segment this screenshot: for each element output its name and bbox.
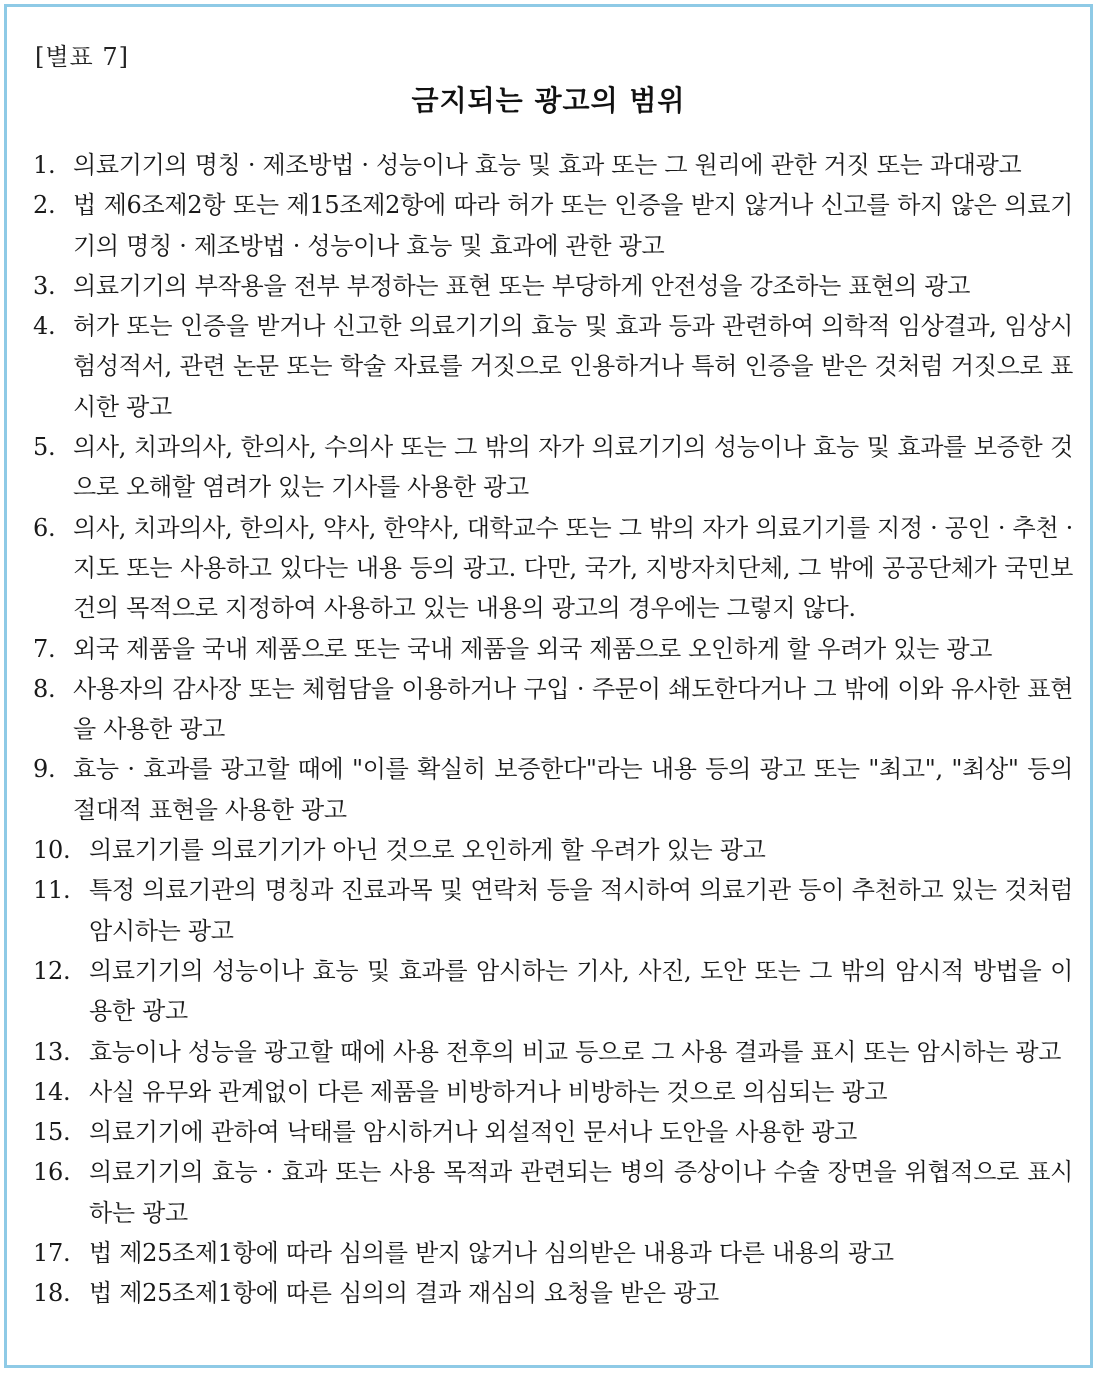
item-text: 법 제6조제2항 또는 제15조제2항에 따라 허가 또는 인증을 받지 않거나 신고를 하지 않은 의료기기의 명칭 · 제조방법 · 성능이나 효능 및 효과에 관한 광고 [73, 191, 1073, 260]
item-number: 4. [33, 312, 56, 341]
item-text: 효능 · 효과를 광고할 때에 "이를 확실히 보증한다"라는 내용 등의 광고 또는 "최고", "최상" 등의 절대적 표현을 사용한 광고 [73, 755, 1073, 824]
item-text: 의료기기를 의료기기가 아닌 것으로 오인하게 할 우려가 있는 광고 [89, 836, 766, 865]
item-number: 18. [33, 1279, 71, 1308]
list-item [33, 427, 1073, 508]
item-number: 16. [33, 1158, 71, 1187]
list-item [33, 306, 1073, 427]
list-item [33, 749, 1073, 830]
item-text: 허가 또는 인증을 받거나 신고한 의료기기의 효능 및 효과 등과 관련하여 의학적 임상결과, 임상시험성적서, 관련 논문 또는 학술 자료를 거짓으로 인용하거나 특허 인증을 받은 것처럼 거짓으로 표시한 광고 [73, 312, 1073, 421]
list-item [33, 1233, 1073, 1273]
item-number: 17. [33, 1239, 71, 1268]
annex-frame [4, 4, 1093, 1368]
list-item [33, 185, 1073, 266]
item-number: 6. [33, 513, 56, 542]
list-item [33, 870, 1073, 951]
list-item [33, 145, 1073, 185]
item-text: 특정 의료기관의 명칭과 진료과목 및 연락처 등을 적시하여 의료기관 등이 추천하고 있는 것처럼 암시하는 광고 [89, 876, 1073, 945]
item-number: 15. [33, 1118, 71, 1147]
list-item [33, 1112, 1073, 1152]
list-item [33, 951, 1073, 1032]
item-text: 법 제25조제1항에 따라 심의를 받지 않거나 심의받은 내용과 다른 내용의 광고 [89, 1239, 894, 1268]
item-number: 2. [33, 191, 56, 220]
list-item [33, 1032, 1073, 1072]
item-text: 효능이나 성능을 광고할 때에 사용 전후의 비교 등으로 그 사용 결과를 표시 또는 암시하는 광고 [89, 1037, 1062, 1066]
item-number: 7. [33, 634, 56, 663]
prohibited-ads-list [33, 145, 1073, 1314]
item-number: 10. [33, 836, 71, 865]
list-item [33, 669, 1073, 750]
annex-label: [별표 7] [35, 43, 129, 71]
item-number: 5. [33, 433, 56, 462]
item-number: 1. [33, 151, 56, 179]
item-number: 13. [33, 1037, 71, 1066]
page-title: 금지되는 광고의 범위 [411, 84, 686, 117]
item-text: 의사, 치과의사, 한의사, 수의사 또는 그 밖의 자가 의료기기의 성능이나 효능 및 효과를 보증한 것으로 오해할 염려가 있는 기사를 사용한 광고 [73, 433, 1073, 502]
item-number: 12. [33, 956, 71, 985]
list-item [33, 1273, 1073, 1313]
item-number: 11. [33, 876, 71, 905]
item-text: 의사, 치과의사, 한의사, 약사, 한약사, 대학교수 또는 그 밖의 자가 의료기기를 지정 · 공인 · 추천 · 지도 또는 사용하고 있다는 내용 등의 광고. 다만, 국가, 지방자치단체, 그 밖에 공공단체가 국민보건의 목적으로 지정하여 사용하고 있는 내용의 광고의 경우에는 그렇지 않다. [73, 513, 1073, 623]
item-text: 법 제25조제1항에 따른 심의의 결과 재심의 요청을 받은 광고 [89, 1279, 719, 1308]
list-item [33, 1152, 1073, 1233]
item-text: 외국 제품을 국내 제품으로 또는 국내 제품을 외국 제품으로 오인하게 할 우려가 있는 광고 [73, 634, 993, 663]
list-item [33, 830, 1073, 870]
item-text: 의료기기의 효능 · 효과 또는 사용 목적과 관련되는 병의 증상이나 수술 장면을 위협적으로 표시하는 광고 [89, 1158, 1073, 1227]
item-text: 사실 유무와 관계없이 다른 제품을 비방하거나 비방하는 것으로 의심되는 광고 [89, 1077, 888, 1106]
item-text: 의료기기의 명칭 · 제조방법 · 성능이나 효능 및 효과 또는 그 원리에 관한 거짓 또는 과대광고 [73, 151, 1022, 179]
item-text: 의료기기의 성능이나 효능 및 효과를 암시하는 기사, 사진, 도안 또는 그 밖의 암시적 방법을 이용한 광고 [89, 956, 1073, 1026]
item-text: 사용자의 감사장 또는 체험담을 이용하거나 구입 · 주문이 쇄도한다거나 그 밖에 이와 유사한 표현을 사용한 광고 [73, 674, 1073, 744]
item-number: 9. [33, 755, 56, 784]
list-item [33, 266, 1073, 306]
list-item [33, 1072, 1073, 1112]
item-number: 14. [33, 1077, 71, 1106]
item-number: 8. [33, 674, 56, 703]
list-item [33, 508, 1073, 629]
item-text: 의료기기의 부작용을 전부 부정하는 표현 또는 부당하게 안전성을 강조하는 표현의 광고 [73, 271, 971, 300]
item-number: 3. [33, 271, 56, 300]
list-item [33, 629, 1073, 669]
item-text: 의료기기에 관하여 낙태를 암시하거나 외설적인 문서나 도안을 사용한 광고 [89, 1118, 858, 1147]
